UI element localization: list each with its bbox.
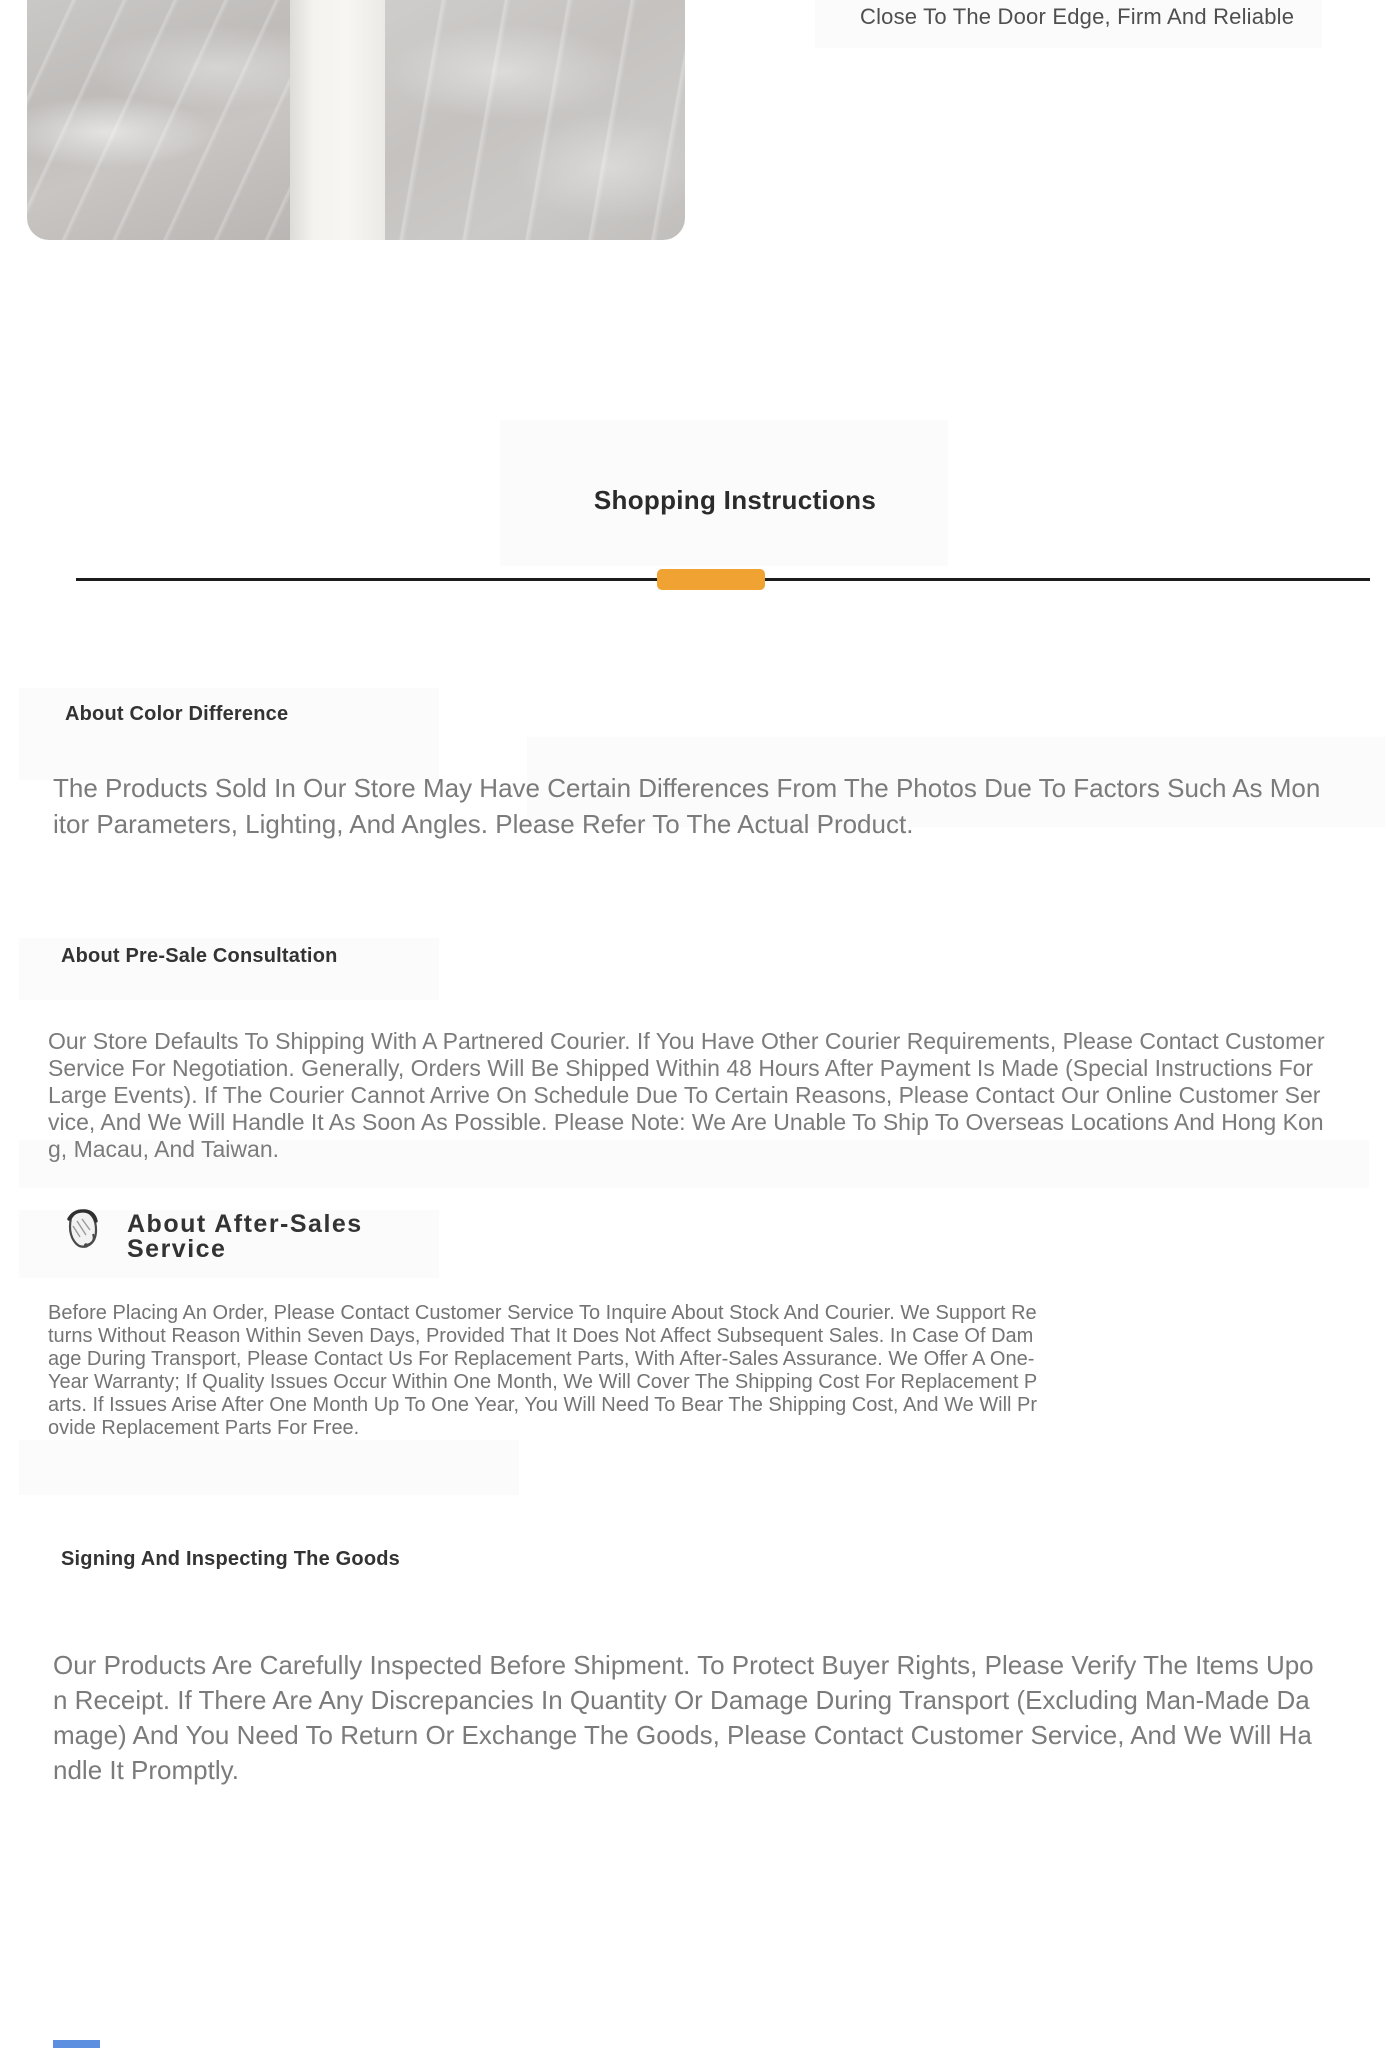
section-body-signing: Our Products Are Carefully Inspected Before Shipment. To Protect Buyer Rights, Please Verify The Items Upon Receipt. If There Are Any Discrepancies In Quantity Or Damage During Transport (Excluding Man-Made Damage) And You Need To Return Or Exchange The Goods, Please Contact Customer Service, And We Will Handle It Promptly. <box>53 1650 1314 1785</box>
marble-panel-left <box>27 0 290 240</box>
section-body-pre-sale: Our Store Defaults To Shipping With A Partnered Courier. If You Have Other Courier Requirements, Please Contact Customer Service For Negotiation. Generally, Orders Will Be Shipped Within 48 Hours After Payment Is Made (Special Instructions For Large Events). If The Courier Cannot Arrive On Schedule Due To Certain Reasons, Please Contact Our Online Customer Service, And We Will Handle It As Soon As Possible. Please Note: We Are Unable To Ship To Overseas Locations And Hong Kong, Macau, And Taiwan. <box>48 1028 1325 1162</box>
section-body-after-sales: Before Placing An Order, Please Contact Customer Service To Inquire About Stock And Courier. We Support Returns Without Reason Within Seven Days, Provided That It Does Not Affect Subsequent Sales. In Case Of Damage During Transport, Please Contact Us For Replacement Parts, With After-Sales Assurance. We Offer A One-Year Warranty; If Quality Issues Occur Within One Month, We Will Cover The Shipping Cost For Replacement Parts. If Issues Arise After One Month Up To One Year, You Will Need To Bear The Shipping Cost, And We Will Provide Replacement Parts For Free. <box>48 1302 1038 1439</box>
next-image-sliver <box>53 2040 100 2048</box>
section-heading-after-sales: About After-Sales Service <box>127 1210 363 1263</box>
door-edge-strip <box>290 0 385 240</box>
banner-caption: Close To The Door Edge, Firm And Reliable <box>860 4 1295 29</box>
customer-service-icon <box>64 1206 104 1254</box>
divider-accent <box>657 569 765 590</box>
watermark-patch <box>19 1440 519 1495</box>
section-heading-pre-sale: About Pre-Sale Consultation <box>61 945 338 967</box>
product-image <box>27 0 685 240</box>
section-body-color-difference: The Products Sold In Our Store May Have Certain Differences From The Photos Due To Factors Such As Monitor Parameters, Lighting, And Angles. Please Refer To The Actual Product. <box>53 773 1321 839</box>
section-heading-color-difference: About Color Difference <box>65 703 289 725</box>
page-title: Shopping Instructions <box>593 485 877 515</box>
marble-panel-right <box>385 0 685 240</box>
section-heading-signing: Signing And Inspecting The Goods <box>61 1548 400 1570</box>
watermark-patch <box>19 688 439 780</box>
